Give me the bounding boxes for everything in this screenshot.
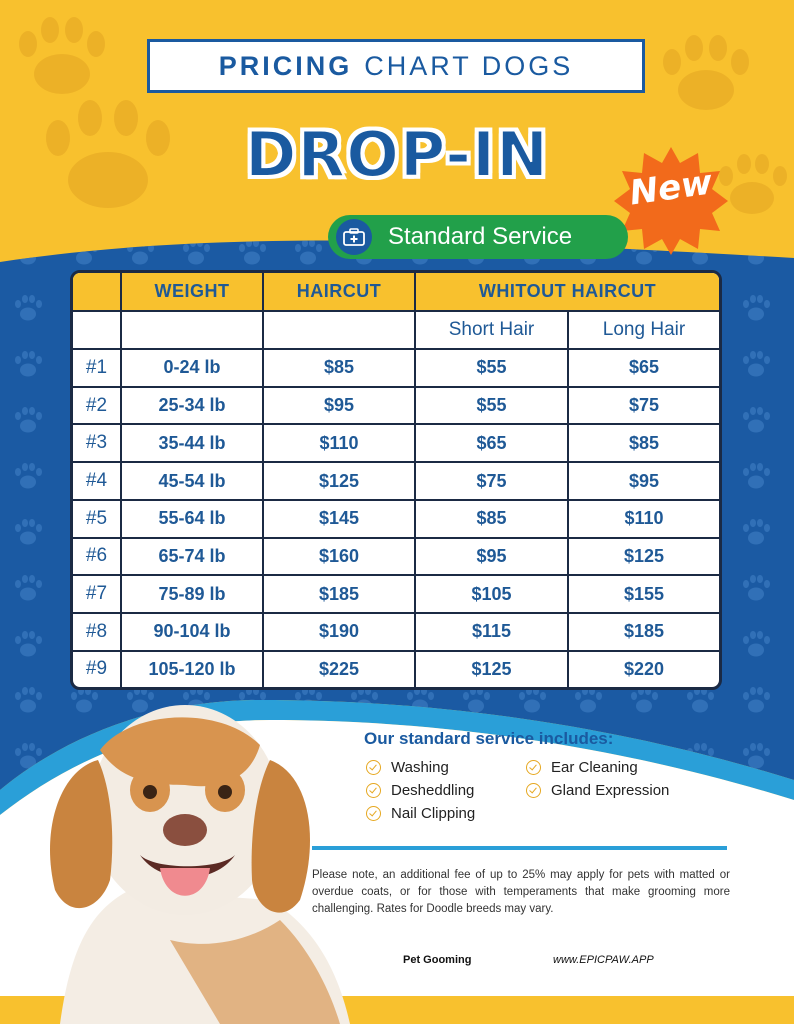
- row-num: #8: [73, 613, 121, 651]
- include-item: [366, 782, 474, 799]
- check-icon: [526, 760, 541, 775]
- table-row: [73, 575, 719, 613]
- table-row: [73, 538, 719, 576]
- row-short-hair: $75: [415, 462, 568, 500]
- row-short-hair: $125: [415, 651, 568, 687]
- table-row: [73, 349, 719, 387]
- row-haircut: $110: [263, 424, 415, 462]
- row-weight: 105-120 lb: [121, 651, 263, 687]
- include-label: Gland Expression: [551, 782, 670, 799]
- row-weight: 55-64 lb: [121, 500, 263, 538]
- row-num: #7: [73, 575, 121, 613]
- table-row: [73, 462, 719, 500]
- title-box: [147, 39, 645, 93]
- row-num: #1: [73, 349, 121, 387]
- service-pill: [328, 215, 628, 259]
- include-item: [366, 759, 449, 776]
- row-short-hair: $85: [415, 500, 568, 538]
- include-item: [366, 805, 475, 822]
- subheader-empty: [73, 311, 121, 349]
- row-haircut: $190: [263, 613, 415, 651]
- title-light: CHART DOGS: [364, 50, 574, 81]
- includes-title: Our standard service includes:: [364, 729, 614, 748]
- row-long-hair: $155: [568, 575, 719, 613]
- service-label: Standard Service: [388, 223, 573, 250]
- header-haircut: HAIRCUT: [263, 273, 415, 311]
- check-icon: [526, 783, 541, 798]
- include-item: [526, 759, 638, 776]
- table-row: [73, 387, 719, 425]
- row-num: #5: [73, 500, 121, 538]
- row-haircut: $125: [263, 462, 415, 500]
- subheader-short-hair: Short Hair: [415, 311, 568, 349]
- include-label: Desheddling: [391, 782, 475, 799]
- footer-website-link[interactable]: www.EPICPAW.APP: [553, 954, 654, 966]
- dog-photo: [20, 690, 350, 1024]
- row-long-hair: $95: [568, 462, 719, 500]
- row-long-hair: $75: [568, 387, 719, 425]
- divider: [312, 846, 727, 850]
- row-short-hair: $55: [415, 387, 568, 425]
- table-row: [73, 500, 719, 538]
- row-long-hair: $65: [568, 349, 719, 387]
- header-weight: WEIGHT: [121, 273, 263, 311]
- include-label: Washing: [391, 759, 449, 776]
- row-weight: 75-89 lb: [121, 575, 263, 613]
- check-icon: [366, 783, 381, 798]
- row-weight: 0-24 lb: [121, 349, 263, 387]
- table-row: [73, 651, 719, 687]
- row-haircut: $95: [263, 387, 415, 425]
- table-row: [73, 424, 719, 462]
- subheader-long-hair: Long Hair: [568, 311, 719, 349]
- subheader-empty: [121, 311, 263, 349]
- check-icon: [366, 760, 381, 775]
- row-long-hair: $185: [568, 613, 719, 651]
- row-num: #9: [73, 651, 121, 687]
- header-without-haircut: WHITOUT HAIRCUT: [415, 273, 719, 311]
- row-short-hair: $65: [415, 424, 568, 462]
- row-haircut: $225: [263, 651, 415, 687]
- footer-brand: Pet Gooming: [403, 954, 472, 966]
- row-weight: 45-54 lb: [121, 462, 263, 500]
- row-weight: 90-104 lb: [121, 613, 263, 651]
- row-num: #6: [73, 538, 121, 576]
- pricing-note: Please note, an additional fee of up to 25% may apply for pets with matted or overdue coats, or for those with temperaments that make grooming more challenging. Rates for Doodle breeds may vary.: [312, 869, 730, 915]
- row-num: #2: [73, 387, 121, 425]
- row-weight: 35-44 lb: [121, 424, 263, 462]
- row-num: #4: [73, 462, 121, 500]
- table-header-row: [73, 273, 719, 311]
- subheader-empty: [263, 311, 415, 349]
- include-label: Nail Clipping: [391, 805, 476, 822]
- row-long-hair: $220: [568, 651, 719, 687]
- include-item: [526, 782, 669, 799]
- check-icon: [366, 806, 381, 821]
- row-haircut: $160: [263, 538, 415, 576]
- row-short-hair: $115: [415, 613, 568, 651]
- row-haircut: $145: [263, 500, 415, 538]
- first-aid-kit-icon: [336, 219, 372, 255]
- header-num: [73, 273, 121, 311]
- pricing-table: [70, 270, 722, 690]
- row-num: #3: [73, 424, 121, 462]
- title-bold: PRICING: [218, 50, 353, 81]
- row-short-hair: $95: [415, 538, 568, 576]
- row-long-hair: $110: [568, 500, 719, 538]
- headline: DROP-IN: [245, 118, 549, 191]
- row-long-hair: $125: [568, 538, 719, 576]
- row-short-hair: $55: [415, 349, 568, 387]
- row-weight: 25-34 lb: [121, 387, 263, 425]
- table-row: [73, 613, 719, 651]
- row-short-hair: $105: [415, 575, 568, 613]
- row-haircut: $185: [263, 575, 415, 613]
- row-long-hair: $85: [568, 424, 719, 462]
- row-weight: 65-74 lb: [121, 538, 263, 576]
- table-subheader-row: [73, 311, 719, 349]
- include-label: Ear Cleaning: [551, 759, 638, 776]
- row-haircut: $85: [263, 349, 415, 387]
- new-badge: New: [627, 162, 715, 214]
